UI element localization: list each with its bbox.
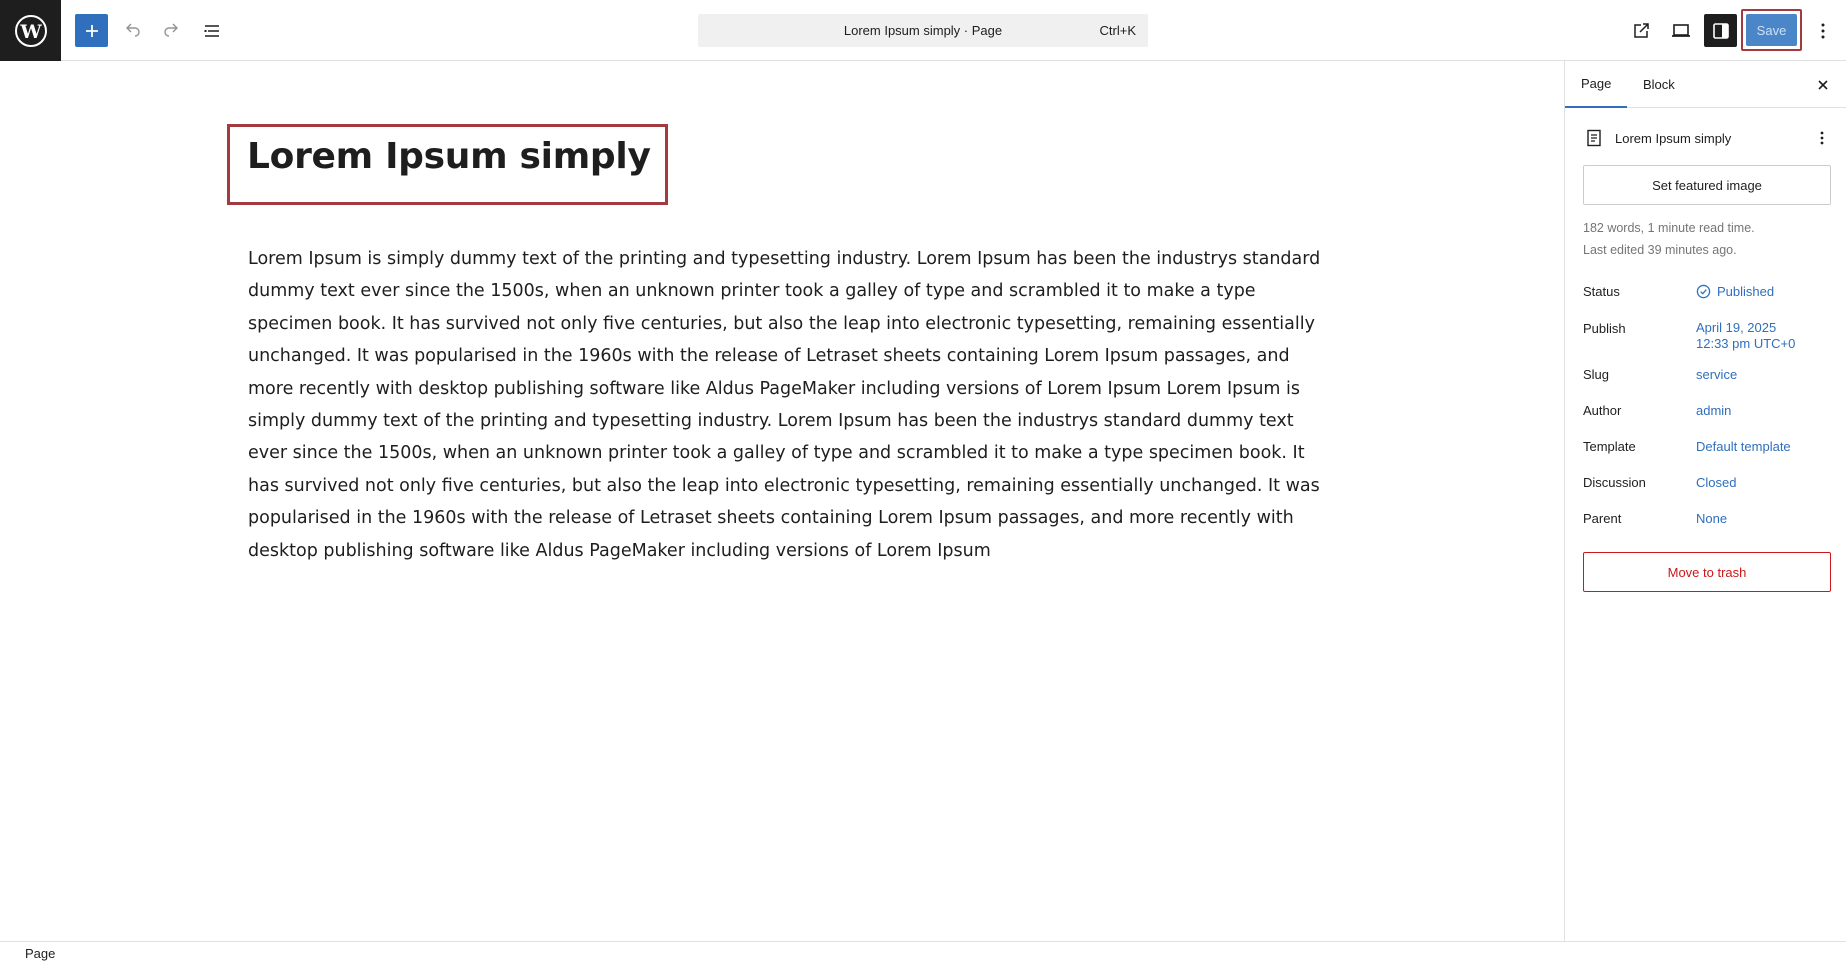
plus-icon [84,23,100,39]
tab-page[interactable]: Page [1565,61,1627,108]
last-edited: Last edited 39 minutes ago. [1583,243,1737,257]
editor-header [0,0,1846,61]
more-vertical-icon [1820,22,1826,40]
sidebar-icon [1711,21,1731,41]
redo-button[interactable] [155,14,188,47]
settings-sidebar [1564,61,1846,941]
more-vertical-icon [1819,130,1825,146]
block-breadcrumb-bar [0,941,1846,966]
close-sidebar-button[interactable] [1811,73,1835,97]
author-value[interactable]: admin [1696,403,1732,418]
template-value[interactable]: Default template [1696,439,1791,454]
template-label: Template [1583,439,1636,454]
author-label: Author [1583,403,1622,418]
status-label: Status [1583,284,1620,299]
settings-toggle-button[interactable] [1704,14,1737,47]
paragraph-block[interactable]: Lorem Ipsum is simply dummy text of the printing and typesetting industry. Lorem Ipsum has been the industrys standard dummy text ever since the 1500s, when an unknown printer took a galley of type and scrambled it to make a type specimen book. It has survived not only five centuries, but also the leap into electronic typesetting, remaining essentially unchanged. It was popularised in the 1960s with the release of Letraset sheets containing Lorem Ipsum passages, and more recently with desktop publishing software like Aldus PageMaker including versions of Lorem Ipsum Lorem Ipsum is simply dummy text of the printing and typesetting industry. Lorem Ipsum has been the industrys standard dummy text ever since the 1500s, when an unknown printer took a galley of type and scrambled it to make a type specimen book. It has survived not only five centuries, but also the leap into electronic typesetting, remaining essentially unchanged. It was popularised in the 1960s with the release of Letraset sheets containing Lorem Ipsum passages, and more recently with desktop publishing software like Aldus PageMaker including versions of Lorem Ipsum [248,249,1321,561]
status-value[interactable] [1696,284,1774,300]
external-link-icon [1632,22,1650,40]
svg-text:W: W [19,20,42,43]
set-featured-image-button[interactable]: Set featured image [1583,165,1831,205]
sidebar-tabs [1565,61,1846,108]
move-to-trash-button[interactable]: Move to trash [1583,552,1831,592]
list-view-icon [202,21,222,41]
wordpress-logo-icon[interactable] [0,0,61,61]
save-button-highlight [1741,9,1802,51]
command-shortcut: Ctrl+K [1099,23,1136,38]
tab-block[interactable]: Block [1643,77,1675,92]
view-page-button[interactable] [1624,14,1657,47]
publish-label: Publish [1583,321,1626,336]
discussion-label: Discussion [1583,475,1646,490]
breadcrumb[interactable]: Page [25,946,56,961]
publish-time: 12:33 pm UTC+0 [1696,336,1796,351]
slug-label: Slug [1583,367,1610,382]
parent-label: Parent [1583,511,1622,526]
check-circle-icon [1696,284,1711,299]
document-overview-button[interactable] [195,14,228,47]
post-actions-button[interactable] [1813,127,1831,149]
publish-date: April 19, 2025 [1696,320,1777,335]
options-button[interactable] [1806,14,1839,47]
status-value-text: Published [1717,284,1775,299]
discussion-value[interactable]: Closed [1696,475,1737,490]
redo-icon [163,22,181,40]
undo-button[interactable] [115,14,148,47]
preview-button[interactable] [1664,14,1697,47]
parent-value[interactable]: None [1696,511,1728,526]
save-button[interactable]: Save [1746,14,1797,46]
command-palette-bar[interactable] [698,14,1148,47]
word-count: 182 words, 1 minute read time. [1583,221,1755,235]
editor-canvas [0,61,1564,941]
post-title-field[interactable]: Lorem Ipsum simply [247,136,651,177]
post-card [1585,127,1835,149]
post-card-title: Lorem Ipsum simply [1615,130,1732,146]
document-icon [1585,129,1603,147]
close-icon [1816,78,1830,92]
slug-value[interactable]: service [1696,367,1738,382]
undo-icon [123,22,141,40]
add-block-button[interactable] [75,14,108,47]
publish-date-value[interactable] [1696,320,1795,352]
command-title: Lorem Ipsum simply · Page [843,23,1003,38]
desktop-icon [1671,22,1691,40]
